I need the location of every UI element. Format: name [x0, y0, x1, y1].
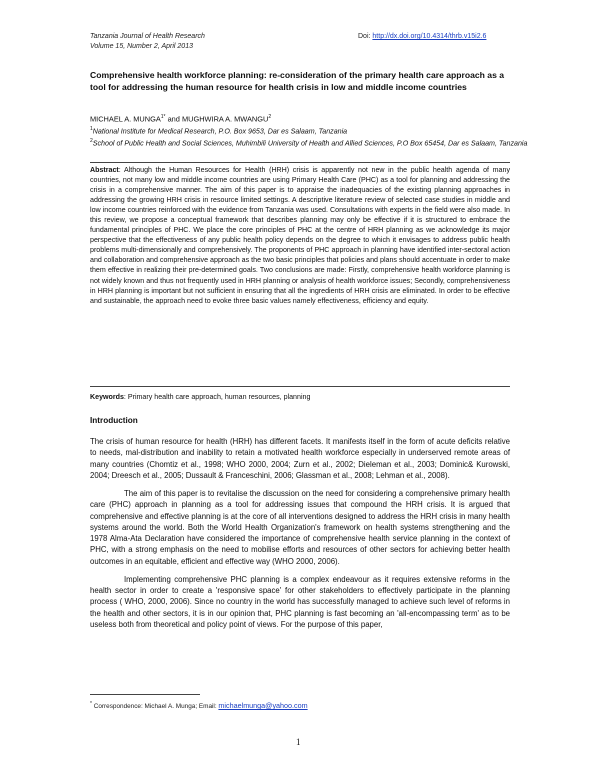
- paragraph-1: The crisis of human resource for health (HRH) has different facets. It manifests itself in the form of acute deficits relative to needs, mal-distribution and inability to retain a motivated health workforce especially in underserved remote areas of many countries (Chomtiz et al., 1998; WHO 2000, 2004; Zurn et al., 2002; Dieleman et al., 2003; Dominic& Kurowski, 2004; Dreesch et al., 2005; Dussault & Franceschini, 2006; Glassman et al., 2008; Lehman et al., 2008).: [90, 437, 510, 480]
- paragraph-2: The aim of this paper is to revitalise the discussion on the need for considering a comprehensive primary health care (PHC) approach in planning as a tool for addressing issues that compound the HRH crisis. It is argued that comprehensive and effective planning is at the core of all interventions designed to address the HRH crisis in many health systems around the world. Both the World Health Organization's framework on health systems strengthening and the 1978 Alma-Ata Declaration have considered the importance of comprehensive health service planning in the context of PHC, with a strong emphasis on the need to mobilise efforts and resources of other sectors for achieving better health outcomes in an equitable, efficient and effective way (WHO 2000, 2006).: [90, 489, 510, 566]
- abstract-top-rule: [90, 162, 510, 163]
- journal-name: Tanzania Journal of Health Research: [90, 33, 205, 40]
- keywords-text: : Primary health care approach, human resources, planning: [123, 393, 311, 401]
- affiliation-1: [90, 124, 530, 136]
- footnote-marker: *: [90, 701, 92, 707]
- introduction-body: [90, 436, 510, 637]
- doi-link[interactable]: http://dx.doi.org/10.4314/thrb.v15i2.6: [372, 33, 487, 40]
- doi-label: Doi:: [358, 33, 373, 40]
- author-and: and: [165, 114, 182, 124]
- keywords: [90, 392, 310, 402]
- affiliation-2-sup: 2: [90, 138, 93, 145]
- author-1: MICHAEL A. MUNGA: [90, 114, 161, 124]
- email-link[interactable]: michaelmunga@yahoo.com: [218, 701, 308, 711]
- author-2-sup: 2: [268, 114, 272, 120]
- footnote-text: Correspondence: Michael A. Munga; Email:: [91, 703, 219, 711]
- page-number: 1: [296, 737, 301, 747]
- affiliations: [90, 124, 530, 149]
- abstract-label: Abstract: [90, 166, 119, 174]
- author-1-sup: 1*: [160, 114, 166, 120]
- abstract-bottom-rule: [90, 386, 510, 387]
- abstract: [90, 165, 510, 306]
- abstract-text: : Although the Human Resources for Health (HRH) crisis is apparently not new in the public health agenda of many countries, not many low and middle income countries are using Primary Health Care (PHC) as a tool for planning and addressing the crisis in a comprehensive manner. The aim of this paper is to appraise the inadequacies of the existing planning approaches in addressing the growing HRH crisis in resource limited settings. A descriptive literature review of selected case studies in middle and low income countries reinforced with the evidence from Tanzania was used. Consultations with experts in the field were also made. In this review, we propose a conceptual framework that describes planning may only be effective if it is structured to embrace the fundamental principles of PHC. We place the core principles of PHC at the centre of HRH planning as we acknowledge its major perspective that the effectiveness of any public health policy depends on the degree to which it envisages to address public health problems multi-dimensionally and comprehensively. The proponents of PHC approach in planning have identified inter-sectoral action and collaboration and comprehensive approach as the two basic principles that policies and plans should accentuate in order to make them effective in realizing their pre-determined goals. Two conclusions are made: Firstly, comprehensive health workforce planning is not widely known and thus not frequently used in HRH planning or analysis of health workforce issues; Secondly, comprehensiveness in HRH planning is important but not sufficient in ensuring that all the ingredients of HRH crisis are eliminated. In order to be effective and sustainable, the approach need to evoke three basic values namely effectiveness, efficiency and equity.: [90, 166, 510, 305]
- journal-header: [90, 32, 205, 51]
- affiliation-1-sup: 1: [90, 126, 93, 132]
- footnote: [90, 700, 308, 711]
- affiliation-2-text: School of Public Health and Social Sciences, Muhimbili University of Health and Allied Sciences, P.O Box 65454, Dar es Salaam, Tanzania: [92, 139, 528, 148]
- affiliation-1-text: National Institute for Medical Research, P.O. Box 9653, Dar es Salaam, Tanzania: [92, 127, 348, 136]
- affiliation-2: [90, 136, 530, 148]
- keywords-label: Keywords: [90, 393, 124, 401]
- footnote-rule: [90, 694, 200, 695]
- section-heading-introduction: Introduction: [90, 416, 138, 425]
- article-title: Comprehensive health workforce planning: re-consideration of the primary health care approach as a tool for addressing the human resource for health crisis in low and middle income countries: [90, 70, 505, 92]
- author-2: MUGHWIRA A. MWANGU: [181, 114, 269, 124]
- paragraph-3: Implementing comprehensive PHC planning is a complex endeavour as it requires extensive reforms in the health sector in order to create a 'responsive space' for other stakeholders to effectively participate in the planning process ( WHO, 2000, 2006). Since no country in the world has successfully managed to achieve such level of reforms in the health and other sectors, it is in our opinion that, PHC planning is fast becoming an 'all-encompassing term' as to be useless both from theoretical and policy point of views. For the purpose of this paper,: [90, 574, 510, 629]
- journal-volume: Volume 15, Number 2, April 2013: [90, 42, 193, 50]
- doi-header: [358, 32, 486, 42]
- authors: [90, 112, 271, 124]
